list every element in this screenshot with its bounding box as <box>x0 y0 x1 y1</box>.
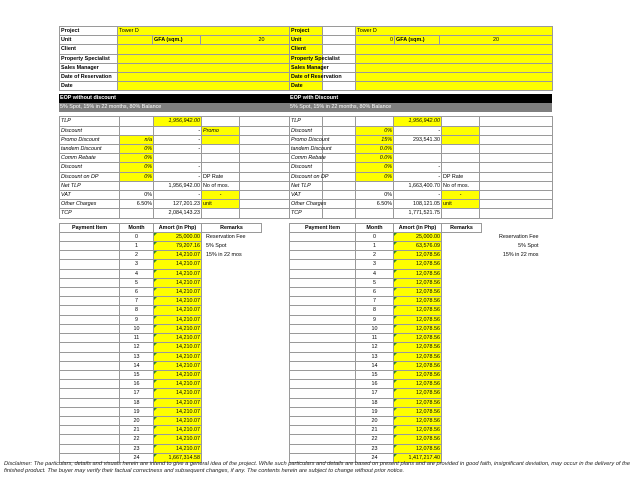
amort-cell[interactable]: 14,210.07 <box>154 297 202 306</box>
schedule-row <box>290 260 553 269</box>
schedule-row <box>290 380 553 389</box>
payment-item-cell <box>290 306 356 315</box>
month-cell: 3 <box>356 260 394 269</box>
calc-row-tcp: TCP 2,084,143.23 <box>60 209 323 218</box>
payment-item-cell <box>290 343 356 352</box>
schedule-row <box>60 278 323 287</box>
amort-cell[interactable]: 12,078.56 <box>394 315 442 324</box>
payment-item-cell <box>60 435 120 444</box>
payment-item-cell <box>290 334 356 343</box>
month-cell: 2 <box>356 251 394 260</box>
gfa-label: GFA (sqm.) <box>395 36 440 45</box>
schedule-row <box>60 260 323 269</box>
date-label: Date <box>60 82 118 91</box>
remarks-cell <box>442 343 553 352</box>
month-cell: 22 <box>356 435 394 444</box>
project-label: Project <box>60 27 118 36</box>
section-subtitle: 5% Spot, 15% in 22 months, 80% Balance <box>59 103 322 112</box>
amort-cell[interactable]: 79,207.16 <box>154 242 202 251</box>
section-title: EOP without discount <box>59 94 322 103</box>
month-cell: 15 <box>120 370 154 379</box>
schedule-row <box>60 361 323 370</box>
calc-row-discount-on-dp: Discount on DP 0% - DP Rate <box>60 172 323 181</box>
section-subtitle: 5% Spot, 15% in 22 months, 80% Balance <box>289 103 552 112</box>
amort-cell[interactable]: 14,210.07 <box>154 370 202 379</box>
schedule-row <box>60 251 323 260</box>
schedule-row <box>60 269 323 278</box>
amort-cell[interactable]: 14,210.07 <box>154 269 202 278</box>
amort-cell[interactable]: 12,078.56 <box>394 288 442 297</box>
price-calculation-table <box>59 116 323 218</box>
calc-row-tcp: TCP 1,771,521.75 <box>290 209 553 218</box>
amort-cell[interactable]: 14,210.07 <box>154 288 202 297</box>
payment-item-cell <box>290 288 356 297</box>
month-cell: 3 <box>120 260 154 269</box>
disclaimer-text: Disclaimer: The particulars, details and visuals herein are intend to give a general idea of the project. While such particulars and details are based on present plans and are provided in good faith, insignificant deviation, may occur in the delivery of the finished product. The buyer may verify their factual correctness and subsequent changes, if any. The contents herein are subject to change without prior notice. <box>4 461 630 474</box>
payment-item-cell <box>60 352 120 361</box>
schedule-row <box>60 444 323 453</box>
month-cell: 5 <box>356 278 394 287</box>
remarks-cell: Reservation Fee <box>498 234 539 241</box>
amort-cell[interactable]: 12,078.56 <box>394 278 442 287</box>
amort-cell[interactable]: 12,078.56 <box>394 380 442 389</box>
amort-cell[interactable]: 12,078.56 <box>394 389 442 398</box>
schedule-row <box>290 242 553 251</box>
right-schedule-body <box>290 232 553 462</box>
month-cell: 6 <box>120 288 154 297</box>
month-cell: 7 <box>356 297 394 306</box>
amort-cell[interactable]: 12,078.56 <box>394 269 442 278</box>
remarks-cell <box>442 435 553 444</box>
property-specialist-value-cell[interactable] <box>356 54 553 63</box>
payment-item-cell <box>60 297 120 306</box>
month-cell: 24 <box>356 453 394 462</box>
unit-value-cell[interactable]: 0 <box>356 36 395 45</box>
amort-cell[interactable]: 14,210.07 <box>154 389 202 398</box>
amort-cell[interactable]: 12,078.56 <box>394 398 442 407</box>
amort-cell[interactable]: 12,078.56 <box>394 343 442 352</box>
remarks-cell <box>442 370 553 379</box>
payment-item-cell <box>60 260 120 269</box>
calc-row-tandem-discount: tandem Discount 0.0% <box>290 145 553 154</box>
amort-cell[interactable]: 14,210.07 <box>154 426 202 435</box>
sales-manager-value-cell[interactable] <box>356 63 553 72</box>
schedule-row <box>290 315 553 324</box>
amort-cell[interactable]: 14,210.07 <box>154 352 202 361</box>
calc-row-discount: Discount 0% - <box>290 126 553 135</box>
schedule-row <box>60 297 323 306</box>
amort-cell[interactable]: 14,210.07 <box>154 334 202 343</box>
schedule-row <box>290 232 553 241</box>
month-cell: 23 <box>120 444 154 453</box>
schedule-row <box>60 334 323 343</box>
unit-label: Unit <box>60 36 118 45</box>
payment-item-cell <box>60 416 120 425</box>
remarks-cell <box>442 380 553 389</box>
month-cell: 10 <box>120 324 154 333</box>
payment-item-cell <box>290 361 356 370</box>
schedule-row <box>60 324 323 333</box>
payment-item-cell <box>60 269 120 278</box>
payment-item-cell <box>290 297 356 306</box>
remarks-cell <box>442 398 553 407</box>
amort-cell[interactable]: 12,078.56 <box>394 370 442 379</box>
amort-cell[interactable]: 12,078.56 <box>394 416 442 425</box>
payment-item-cell <box>60 324 120 333</box>
schedule-row <box>290 288 553 297</box>
payment-item-cell <box>290 426 356 435</box>
schedule-row <box>290 435 553 444</box>
payment-item-cell <box>290 260 356 269</box>
calc-row-other-charges: Other Charges 6.50% 127,201.23 unit <box>60 200 323 209</box>
month-cell: 5 <box>120 278 154 287</box>
payment-item-cell <box>290 444 356 453</box>
amort-cell[interactable]: 14,210.07 <box>154 278 202 287</box>
amort-header: Amort (in Php) <box>394 223 442 232</box>
amort-cell[interactable]: 14,210.07 <box>154 361 202 370</box>
payment-item-cell <box>290 324 356 333</box>
month-cell: 13 <box>120 352 154 361</box>
date-label: Date <box>290 82 356 91</box>
month-cell: 15 <box>356 370 394 379</box>
amort-cell[interactable]: 12,078.56 <box>394 334 442 343</box>
remarks-cell <box>442 324 553 333</box>
schedule-row <box>290 426 553 435</box>
property-specialist-label: Property Specialist <box>290 54 356 63</box>
amort-cell[interactable]: 14,210.07 <box>154 251 202 260</box>
client-value-cell[interactable] <box>356 45 553 54</box>
month-cell: 2 <box>120 251 154 260</box>
schedule-row <box>290 251 553 260</box>
calc-row-tlp: TLP 1,956,942.00 <box>290 117 553 126</box>
schedule-row <box>60 435 323 444</box>
calc-row-discount: Discount - Promo <box>60 126 323 135</box>
month-cell: 0 <box>356 232 394 241</box>
remarks-cell: 15% in 22 mos <box>206 252 242 259</box>
payment-schedule-table <box>289 223 553 463</box>
payment-item-cell <box>290 398 356 407</box>
amort-cell[interactable]: 14,210.07 <box>154 380 202 389</box>
date-of-reservation-label: Date of Reservation <box>290 73 356 82</box>
calc-row-tandem-discount: tandem Discount 0% - <box>60 145 323 154</box>
month-cell: 1 <box>120 242 154 251</box>
month-cell: 12 <box>120 343 154 352</box>
remarks-cell <box>442 426 553 435</box>
project-info-table <box>59 26 323 91</box>
schedule-row <box>60 242 323 251</box>
remarks-cell <box>442 297 553 306</box>
remarks-cell <box>442 315 553 324</box>
payment-item-cell <box>290 435 356 444</box>
project-value-cell[interactable]: Tower D <box>118 27 323 36</box>
calc-row-comm-rebate: Comm Rebate 0.0% <box>290 154 553 163</box>
payment-item-cell <box>60 407 120 416</box>
schedule-row <box>290 398 553 407</box>
payment-item-cell <box>60 389 120 398</box>
eop-without-discount-panel <box>59 26 322 463</box>
payment-item-cell <box>60 315 120 324</box>
schedule-row <box>60 352 323 361</box>
month-header: Month <box>120 223 154 232</box>
schedule-row <box>290 297 553 306</box>
schedule-row <box>60 398 323 407</box>
remarks-header: Remarks <box>202 223 262 232</box>
amort-cell[interactable]: 12,078.56 <box>394 435 442 444</box>
month-cell: 20 <box>120 416 154 425</box>
month-cell: 17 <box>120 389 154 398</box>
month-cell: 9 <box>356 315 394 324</box>
remarks-cell <box>442 416 553 425</box>
amort-cell[interactable]: 14,210.07 <box>154 407 202 416</box>
amort-cell[interactable]: 14,210.07 <box>154 398 202 407</box>
schedule-row <box>290 352 553 361</box>
month-cell: 0 <box>120 232 154 241</box>
amort-cell[interactable]: 14,210.07 <box>154 260 202 269</box>
sales-manager-label: Sales Manager <box>290 63 356 72</box>
schedule-row <box>290 370 553 379</box>
amort-cell[interactable]: 14,210.07 <box>154 444 202 453</box>
month-cell: 14 <box>120 361 154 370</box>
payment-item-cell <box>60 278 120 287</box>
calc-row-promo-discount: Promo Discount 15% 293,541.30 <box>290 135 553 144</box>
month-header: Month <box>356 223 394 232</box>
remarks-header: Remarks <box>442 223 482 232</box>
calc-row-other-charges: Other Charges 6.50% 108,121.05 unit <box>290 200 553 209</box>
payment-schedule-table <box>59 223 323 463</box>
month-cell: 1 <box>356 242 394 251</box>
client-label: Client <box>290 45 356 54</box>
calc-row-vat: VAT 0% - - <box>60 191 323 200</box>
payment-item-cell <box>60 232 120 241</box>
month-cell: 19 <box>120 407 154 416</box>
month-cell: 8 <box>120 306 154 315</box>
remarks-cell <box>442 288 553 297</box>
amort-cell[interactable]: 12,078.56 <box>394 324 442 333</box>
schedule-row <box>60 306 323 315</box>
payment-item-cell <box>60 361 120 370</box>
amort-cell[interactable]: 12,078.56 <box>394 407 442 416</box>
payment-item-cell <box>60 343 120 352</box>
month-cell: 11 <box>356 334 394 343</box>
amort-cell[interactable]: 1,417,217.40 <box>394 453 442 462</box>
schedule-row <box>60 380 323 389</box>
month-cell: 7 <box>120 297 154 306</box>
schedule-row <box>60 370 323 379</box>
schedule-row <box>290 416 553 425</box>
project-info-table <box>289 26 553 91</box>
amort-cell[interactable]: 14,210.07 <box>154 306 202 315</box>
remarks-cell <box>442 407 553 416</box>
month-cell: 14 <box>356 361 394 370</box>
month-cell: 11 <box>120 334 154 343</box>
payment-item-cell <box>290 278 356 287</box>
price-calculation-table <box>289 116 553 218</box>
amort-cell[interactable]: 12,078.56 <box>394 352 442 361</box>
project-value-cell[interactable]: Tower D <box>356 27 553 36</box>
payment-item-cell <box>60 426 120 435</box>
schedule-row <box>60 288 323 297</box>
payment-item-cell <box>290 370 356 379</box>
payment-item-cell <box>290 242 356 251</box>
sales-manager-label: Sales Manager <box>60 63 118 72</box>
payment-item-cell <box>290 389 356 398</box>
month-cell: 21 <box>356 426 394 435</box>
calc-row-vat: VAT 0% - - <box>290 191 553 200</box>
month-cell: 19 <box>356 407 394 416</box>
remarks-cell <box>442 278 553 287</box>
month-cell: 22 <box>120 435 154 444</box>
remarks-cell <box>442 352 553 361</box>
month-cell: 23 <box>356 444 394 453</box>
amort-cell[interactable]: 12,078.56 <box>394 306 442 315</box>
section-title: EOP with Discount <box>289 94 552 103</box>
schedule-row <box>290 278 553 287</box>
payment-item-cell <box>290 315 356 324</box>
month-cell: 9 <box>120 315 154 324</box>
unit-value-cell[interactable] <box>118 36 153 45</box>
payment-item-cell <box>290 352 356 361</box>
month-cell: 16 <box>356 380 394 389</box>
project-label: Project <box>290 27 356 36</box>
month-cell: 24 <box>120 453 154 462</box>
remarks-cell <box>442 334 553 343</box>
amort-cell[interactable]: 14,210.07 <box>154 416 202 425</box>
schedule-row <box>290 324 553 333</box>
month-cell: 12 <box>356 343 394 352</box>
schedule-row <box>60 389 323 398</box>
month-cell: 4 <box>356 269 394 278</box>
payment-item-cell <box>60 334 120 343</box>
remarks-cell: 15% in 22 mos <box>502 252 539 259</box>
calc-row-tlp: TLP 1,956,942.00 <box>60 117 323 126</box>
client-label: Client <box>60 45 118 54</box>
amort-cell[interactable]: 12,078.56 <box>394 361 442 370</box>
calc-row-promo-discount: Promo Discount n/a - <box>60 135 323 144</box>
schedule-row <box>290 306 553 315</box>
calc-row-discount-2: Discount 0% - <box>290 163 553 172</box>
calc-row-comm-rebate: Comm Rebate 0% <box>60 154 323 163</box>
month-cell: 20 <box>356 416 394 425</box>
schedule-row <box>290 407 553 416</box>
payment-item-cell <box>290 251 356 260</box>
schedule-row <box>60 426 323 435</box>
amort-header: Amort (in Php) <box>154 223 202 232</box>
remarks-cell: Reservation Fee <box>206 234 246 241</box>
schedule-row <box>60 232 323 241</box>
month-cell: 6 <box>356 288 394 297</box>
payment-item-cell <box>290 380 356 389</box>
remarks-cell <box>442 260 553 269</box>
payment-item-cell <box>60 370 120 379</box>
gfa-value-cell[interactable]: 20 <box>440 36 553 45</box>
payment-item-header: Payment Item <box>290 223 356 232</box>
date-value-cell[interactable] <box>356 82 553 91</box>
remarks-cell <box>442 389 553 398</box>
amort-cell[interactable]: 14,210.07 <box>154 315 202 324</box>
calc-row-discount-2: Discount 0% - <box>60 163 323 172</box>
calc-row-net-tlp: Net TLP 1,956,942.00 No of mos. <box>60 181 323 190</box>
payment-item-cell <box>60 306 120 315</box>
amort-cell[interactable]: 1,667,314.58 <box>154 453 202 462</box>
amort-cell[interactable]: 14,210.07 <box>154 324 202 333</box>
remarks-cell: 5% Spot <box>518 243 539 250</box>
payment-item-cell <box>60 288 120 297</box>
schedule-row <box>60 315 323 324</box>
payment-item-cell <box>290 269 356 278</box>
payment-item-cell <box>60 251 120 260</box>
month-cell: 21 <box>120 426 154 435</box>
schedule-row <box>60 407 323 416</box>
amort-cell[interactable]: 12,078.56 <box>394 444 442 453</box>
month-cell: 17 <box>356 389 394 398</box>
remarks-cell: 5% Spot <box>206 243 227 250</box>
left-schedule-body <box>60 232 323 462</box>
amort-cell[interactable]: 12,078.56 <box>394 426 442 435</box>
amort-cell[interactable]: 25,000.00 <box>154 232 202 241</box>
calc-row-net-tlp: Net TLP 1,663,400.70 No of mos. <box>290 181 553 190</box>
amort-cell[interactable]: 63,576.09 <box>394 242 442 251</box>
payment-item-cell <box>60 398 120 407</box>
payment-item-cell <box>60 380 120 389</box>
schedule-row <box>290 343 553 352</box>
month-cell: 18 <box>356 398 394 407</box>
gfa-label: GFA (sqm.) <box>153 36 201 45</box>
payment-item-cell <box>290 416 356 425</box>
month-cell: 13 <box>356 352 394 361</box>
unit-label: Unit <box>290 36 356 45</box>
eop-with-discount-panel <box>289 26 552 463</box>
month-cell: 4 <box>120 269 154 278</box>
schedule-row <box>60 343 323 352</box>
month-cell: 18 <box>120 398 154 407</box>
month-cell: 16 <box>120 380 154 389</box>
remarks-cell <box>442 361 553 370</box>
month-cell: 8 <box>356 306 394 315</box>
schedule-row <box>290 361 553 370</box>
payment-item-cell <box>290 232 356 241</box>
amort-cell[interactable]: 12,078.56 <box>394 251 442 260</box>
date-of-reservation-label: Date of Reservation <box>60 73 118 82</box>
remarks-cell <box>442 269 553 278</box>
schedule-row <box>60 416 323 425</box>
amort-cell[interactable]: 12,078.56 <box>394 297 442 306</box>
date-of-reservation-value-cell[interactable] <box>356 73 553 82</box>
remarks-cell <box>442 444 553 453</box>
schedule-row <box>290 269 553 278</box>
remarks-cell <box>442 306 553 315</box>
property-specialist-label: Property Specialist <box>60 54 118 63</box>
schedule-row <box>290 389 553 398</box>
gfa-value-cell[interactable]: 20 <box>201 36 323 45</box>
amort-cell[interactable]: 14,210.07 <box>154 343 202 352</box>
payment-item-cell <box>60 242 120 251</box>
schedule-row <box>290 334 553 343</box>
calc-row-discount-on-dp: Discount on DP 0% - DP Rate <box>290 172 553 181</box>
amort-cell[interactable]: 14,210.07 <box>154 435 202 444</box>
payment-item-cell <box>60 444 120 453</box>
payment-item-cell <box>290 407 356 416</box>
amort-cell[interactable]: 25,000.00 <box>394 232 442 241</box>
schedule-row <box>290 444 553 453</box>
payment-item-header: Payment Item <box>60 223 120 232</box>
month-cell: 10 <box>356 324 394 333</box>
amort-cell[interactable]: 12,078.56 <box>394 260 442 269</box>
